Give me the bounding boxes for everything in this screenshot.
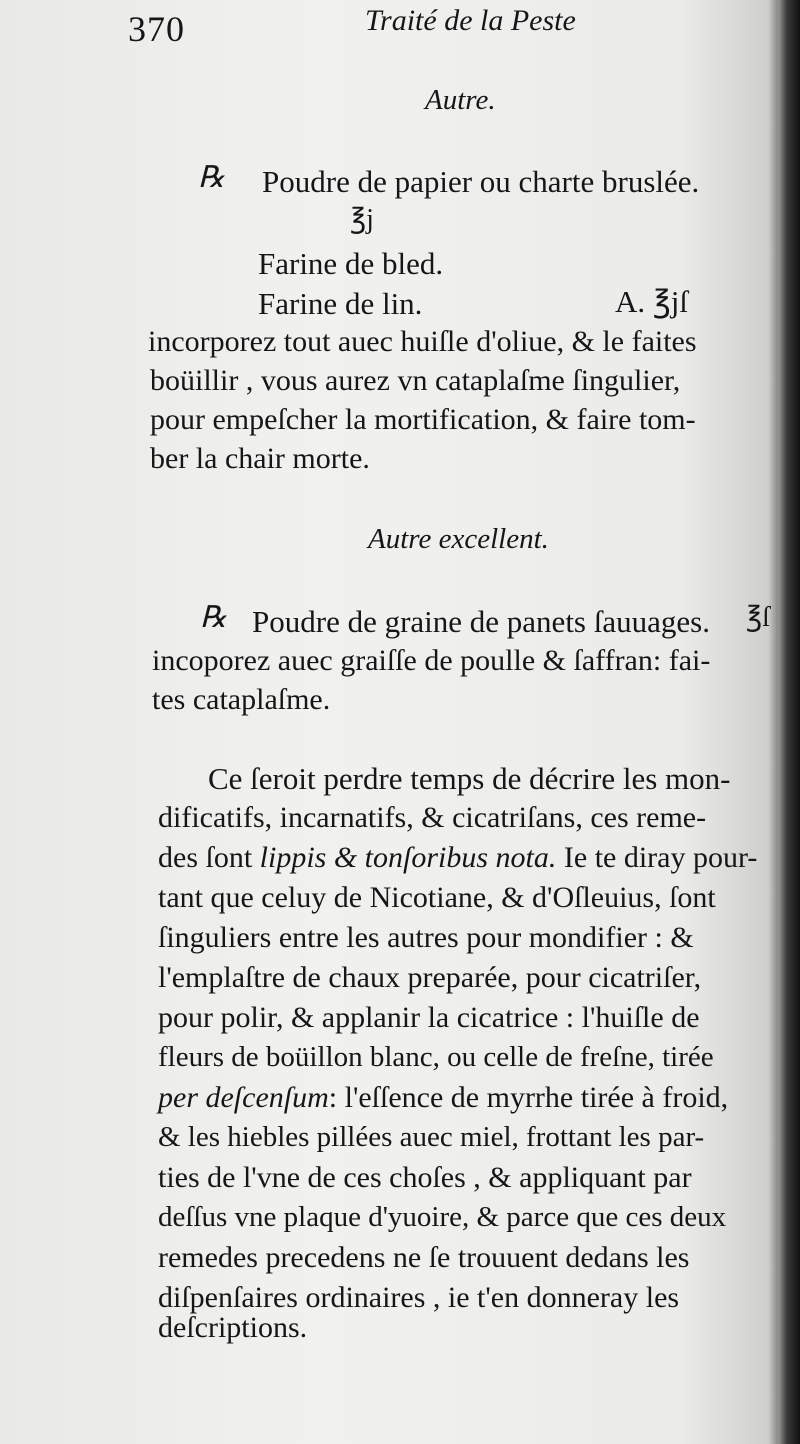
paragraph-line: ſinguliers entre les autres pour mondifier : & xyxy=(158,921,694,954)
recipe2-dose1: ℥ſ xyxy=(746,602,770,633)
paragraph-text: : l'eſſence de myrrhe tirée à froid, xyxy=(328,1081,729,1114)
page-header xyxy=(0,0,800,60)
paragraph-line: tant que celuy de Nicotiane, & d'Oſleuius, ſont xyxy=(158,881,716,914)
show-through-bleed xyxy=(480,74,780,134)
recipe2-line1: Poudre de graine de panets ſauuages. xyxy=(252,604,710,639)
paragraph-line: l'emplaſtre de chaux preparée, pour cicatriſer, xyxy=(158,961,702,994)
paragraph-line: diſpenſaires ordinaires , ie t'en donneray les xyxy=(158,1281,680,1314)
rx-icon: ℞ xyxy=(200,600,227,635)
paragraph-line: dificatifs, incarnatifs, & cicatriſans, ces reme- xyxy=(158,801,707,834)
recipe2-body-line: incoporez auec graiſſe de poulle & ſaffran: fai- xyxy=(152,644,711,677)
recipe1-line3: Farine de lin. xyxy=(258,286,423,321)
recipe1-dose1: ℥j xyxy=(350,204,374,235)
paragraph-line: Ce ſeroit perdre temps de décrire les mon- xyxy=(208,761,731,796)
recipe1-body-line: incorporez tout auec huiſle d'oliue, & le faites xyxy=(148,325,697,358)
paragraph-line: & les hiebles pillées auec miel, frottant les par- xyxy=(158,1121,705,1153)
paragraph-text: des ſont xyxy=(158,841,260,874)
recipe2-heading: Autre excellent. xyxy=(368,523,549,555)
paragraph-line: fleurs de boüillon blanc, ou celle de freſne, tirée xyxy=(158,1041,714,1073)
latin-phrase: lippis & tonſoribus nota. xyxy=(259,841,557,874)
recipe1-heading: Autre. xyxy=(425,84,496,116)
paragraph-line xyxy=(158,1083,728,1113)
paragraph-line xyxy=(158,843,757,873)
paragraph-line: ties de l'vne de ces choſes , & appliquant par xyxy=(158,1161,692,1194)
page-number: 370 xyxy=(128,9,185,49)
recipe1-body-line: pour empeſcher la mortification, & faire tom- xyxy=(150,403,696,436)
paragraph-line: remedes precedens ne ſe trouuent dedans les xyxy=(158,1241,690,1274)
recipe1-body-line: ber la chair morte. xyxy=(150,442,370,475)
paragraph-line: deſcriptions. xyxy=(158,1311,308,1344)
recipe1-line2: Farine de bled. xyxy=(258,246,444,281)
paragraph-line: deſſus vne plaque d'yuoire, & parce que ces deux xyxy=(158,1201,727,1233)
recipe1-body-line: boüillir , vous aurez vn cataplaſme ſingulier, xyxy=(150,364,681,397)
running-head: Traité de la Peste xyxy=(365,4,576,37)
book-gutter xyxy=(778,0,800,1444)
paragraph-text: Ie te diray pour- xyxy=(556,841,758,874)
recipe1-dose2: A. ℥jſ xyxy=(615,284,689,319)
latin-phrase: per deſcenſum xyxy=(158,1081,329,1114)
paragraph-line: pour polir, & applanir la cicatrice : l'huiſle de xyxy=(158,1001,700,1034)
recipe1-line1: Poudre de papier ou charte bruslée. xyxy=(262,164,700,199)
recipe2-body-line: tes cataplaſme. xyxy=(152,683,331,716)
rx-icon: ℞ xyxy=(198,160,225,195)
